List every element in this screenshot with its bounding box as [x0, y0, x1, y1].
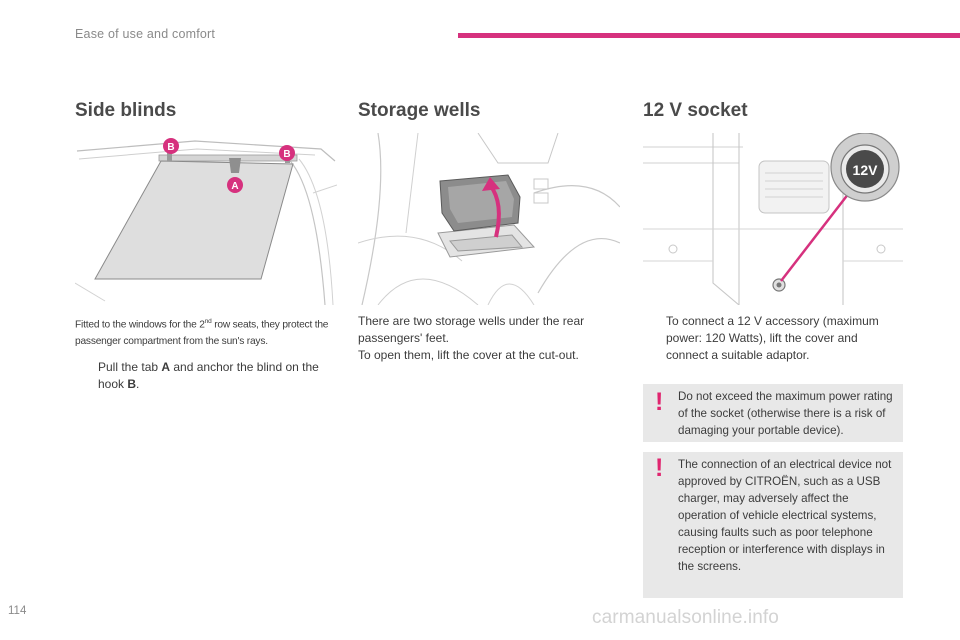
page-number: 114 — [8, 605, 27, 617]
section-title: Ease of use and comfort — [75, 27, 216, 41]
warning-icon: ! — [655, 454, 664, 482]
storage-wells-illustration — [358, 133, 620, 305]
storage-wells-text: There are two storage wells under the rear passengers' feet. To open them, lift the cover at the cut-out. — [358, 314, 585, 362]
warning-box-device: ! The connection of an electrical device not approved by CITROËN, such as a USB charger, may adversely affect the operation of vehicle electrical systems, causing faults such as poor telephone reception or interference with displays in the screens. — [643, 452, 903, 598]
label-b-left: B — [167, 142, 175, 153]
label-a: A — [231, 181, 239, 192]
socket-badge-label: 12V — [852, 162, 878, 178]
side-blinds-illustration — [75, 133, 337, 305]
section-accent-bar — [458, 33, 960, 38]
warning-box-power: ! Do not exceed the maximum power rating of the socket (otherwise there is a risk of damaging your portable device). — [643, 384, 903, 442]
side-blinds-bullet: Pull the tab A and anchor the blind on the hook B. — [98, 360, 319, 391]
socket-illustration — [643, 133, 903, 305]
socket-bullet: To connect a 12 V accessory (maximum power: 120 Watts), lift the cover and connect a suitable adaptor. — [666, 314, 879, 362]
side-blinds-caption: Fitted to the windows for the 2nd row seats, they protect the passenger compartment from the sun's rays. — [75, 318, 329, 348]
watermark: carmanualsonline.info — [592, 607, 779, 628]
side-blinds-heading: Side blinds — [75, 100, 177, 121]
socket-heading: 12 V socket — [643, 100, 748, 121]
label-b-right: B — [283, 149, 291, 160]
storage-wells-heading: Storage wells — [358, 100, 481, 121]
warning-icon: ! — [655, 388, 664, 416]
